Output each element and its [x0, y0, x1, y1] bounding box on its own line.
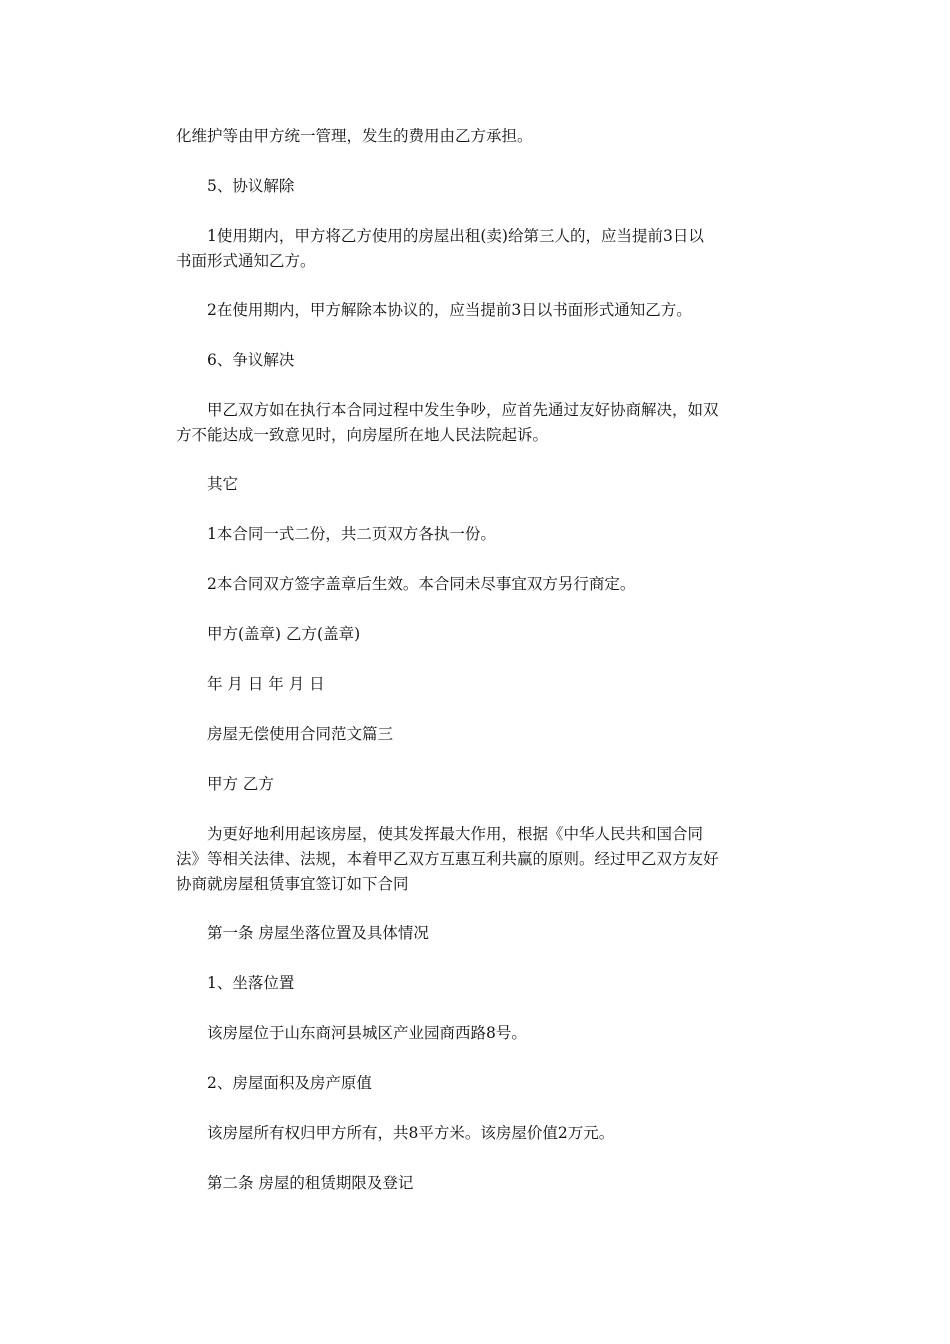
- section-heading: [176, 348, 776, 373]
- paragraph: [176, 224, 776, 274]
- text-line: 甲方(盖章) 乙方(盖章): [176, 625, 361, 643]
- text-line: 其它: [176, 475, 239, 493]
- text-line: 该房屋位于山东商河县城区产业园商西路8号。: [176, 1024, 527, 1042]
- text-line: 为更好地利用起该房屋，使其发挥最大作用，根据《中华人民共和国合同: [176, 825, 704, 843]
- text-line: 房屋无偿使用合同范文篇三: [176, 725, 394, 743]
- text-line: 1使用期内，甲方将乙方使用的房屋出租(卖)给第三人的，应当提前3日以: [176, 227, 704, 245]
- parties-line: [176, 772, 776, 797]
- text-line: 方不能达成一致意见时，向房屋所在地人民法院起诉。: [176, 426, 549, 444]
- section-heading: [176, 472, 776, 497]
- paragraph: [176, 822, 776, 897]
- section-heading: [176, 971, 776, 996]
- text-line: 该房屋所有权归甲方所有，共8平方米。该房屋价值2万元。: [176, 1124, 615, 1142]
- text-line: 1、坐落位置: [176, 974, 295, 992]
- article-heading: [176, 921, 776, 946]
- text-line: 化维护等由甲方统一管理，发生的费用由乙方承担。: [176, 127, 533, 145]
- text-line: 第二条 房屋的租赁期限及登记: [176, 1174, 414, 1192]
- text-line: 法》等相关法律、法规，本着甲乙双方互惠互利共赢的原则。经过甲乙双方友好: [176, 850, 719, 868]
- text-line: 年 月 日 年 月 日: [176, 675, 325, 693]
- text-line: 2、房屋面积及房产原值: [176, 1074, 372, 1092]
- date-line: [176, 672, 776, 697]
- paragraph: [176, 124, 776, 149]
- paragraph: [176, 522, 776, 547]
- text-line: 1本合同一式二份，共二页双方各执一份。: [176, 525, 496, 543]
- text-line: 甲乙双方如在执行本合同过程中发生争吵，应首先通过友好协商解决，如双: [176, 401, 719, 419]
- article-heading: [176, 1171, 776, 1196]
- text-line: 协商就房屋租赁事宜签订如下合同: [176, 875, 409, 893]
- paragraph: [176, 1121, 776, 1146]
- text-line: 书面形式通知乙方。: [176, 252, 316, 270]
- paragraph: [176, 398, 776, 448]
- text-line: 2在使用期内，甲方解除本协议的，应当提前3日以书面形式通知乙方。: [176, 301, 692, 319]
- section-heading: [176, 1071, 776, 1096]
- text-line: 甲方 乙方: [176, 775, 274, 793]
- paragraph: [176, 1021, 776, 1046]
- text-line: 2本合同双方签字盖章后生效。本合同未尽事宜双方另行商定。: [176, 575, 636, 593]
- paragraph: [176, 298, 776, 323]
- text-line: 5、协议解除: [176, 177, 295, 195]
- text-line: 6、争议解决: [176, 351, 295, 369]
- text-line: 第一条 房屋坐落位置及具体情况: [176, 924, 429, 942]
- section-heading: [176, 174, 776, 199]
- signature-line: [176, 622, 776, 647]
- section-title: [176, 722, 776, 747]
- paragraph: [176, 572, 776, 597]
